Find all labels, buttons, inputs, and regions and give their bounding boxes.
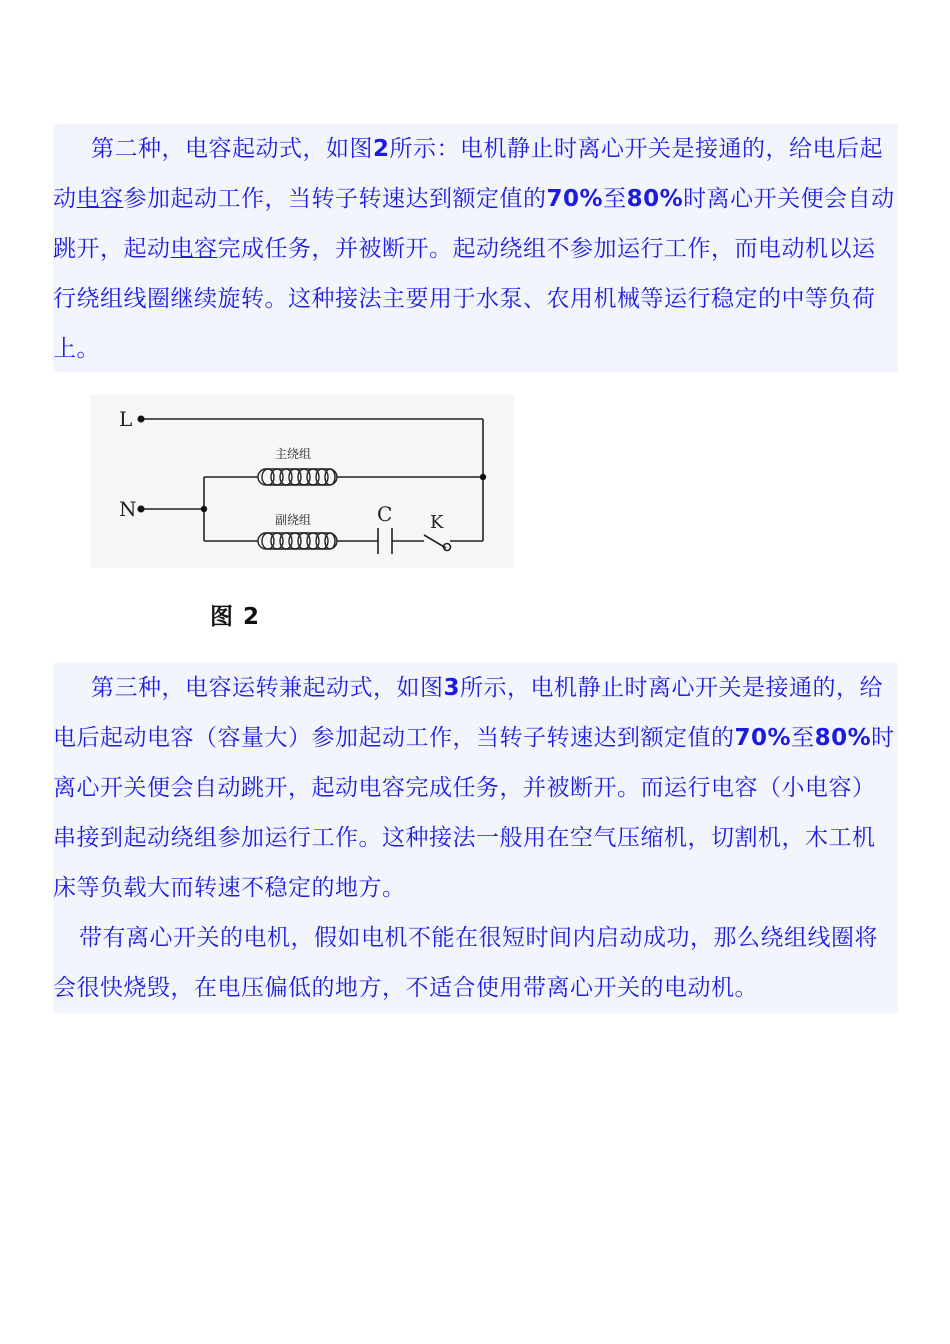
p1-link-capacitor[interactable]: 电容: [170, 236, 218, 262]
label-main-winding: 主绕组: [275, 447, 312, 461]
p1-percent-70: 70%: [546, 186, 604, 212]
p2-text: 第三种，电容运转兼起动式，如图: [91, 675, 444, 701]
junction-right: [480, 474, 486, 480]
p2-text: 所示，电机静止时离心开关是接通的，给电后起动电容（容量大）参加起动工作，当转子转速达到额定值的: [53, 675, 884, 751]
junction-left: [201, 506, 207, 512]
p1-text: 至: [603, 186, 627, 212]
p2-percent-80: 80%: [814, 725, 872, 751]
text-block-1: [53, 124, 898, 372]
circuit-svg: [90, 395, 514, 568]
text-block-2: [53, 663, 898, 1013]
terminal-l: [138, 416, 145, 423]
p1-text: 时离心开关便会自动跳开，起动: [53, 186, 895, 262]
switch-blade: [424, 535, 446, 548]
terminal-n: [138, 506, 145, 513]
paragraph-2: [53, 663, 898, 913]
p1-percent-80: 80%: [626, 186, 684, 212]
p1-text: 第二种，电容起动式，如图: [91, 136, 373, 162]
p3-text: 带有离心开关的电机，假如电机不能在很短时间内启动成功，那么绕组线圈将会很快烧毁，在电压偏低的地方，不适合使用带离心开关的电动机。: [53, 925, 878, 1001]
p1-text: 所示：电机静止时离心开关是接通的，给电后起动: [53, 136, 884, 212]
p1-text: 参加起动工作，当转子转速达到额定值的: [123, 186, 547, 212]
label-l: L: [119, 407, 133, 431]
p1-fig-number: 2: [373, 136, 390, 162]
main-winding-coil: [258, 469, 337, 485]
figure-caption: 图 2: [210, 604, 261, 630]
p1-link-capacitor[interactable]: 电容: [76, 186, 124, 212]
label-n: N: [119, 497, 137, 521]
aux-winding-coil: [258, 533, 337, 549]
circuit-diagram: [90, 395, 514, 568]
label-aux-winding: 副绕组: [275, 513, 312, 527]
p2-percent-70: 70%: [734, 725, 792, 751]
paragraph-3: [53, 913, 898, 1013]
p2-text: 时离心开关便会自动跳开，起动电容完成任务，并被断开。而运行电容（小电容）串接到起动绕组参加运行工作。这种接法一般用在空气压缩机，切割机，木工机床等负载大而转速不稳定的地方。: [53, 725, 895, 901]
label-switch: K: [430, 512, 444, 533]
p2-fig-number: 3: [443, 675, 461, 701]
label-capacitor: C: [377, 502, 393, 526]
p2-text: 至: [791, 725, 815, 751]
paragraph-1: [53, 124, 898, 374]
p1-text: 完成任务，并被断开。起动绕组不参加运行工作，而电动机以运行绕组线圈继续旋转。这种接法主要用于水泵、农用机械等运行稳定的中等负荷上。: [53, 236, 876, 362]
